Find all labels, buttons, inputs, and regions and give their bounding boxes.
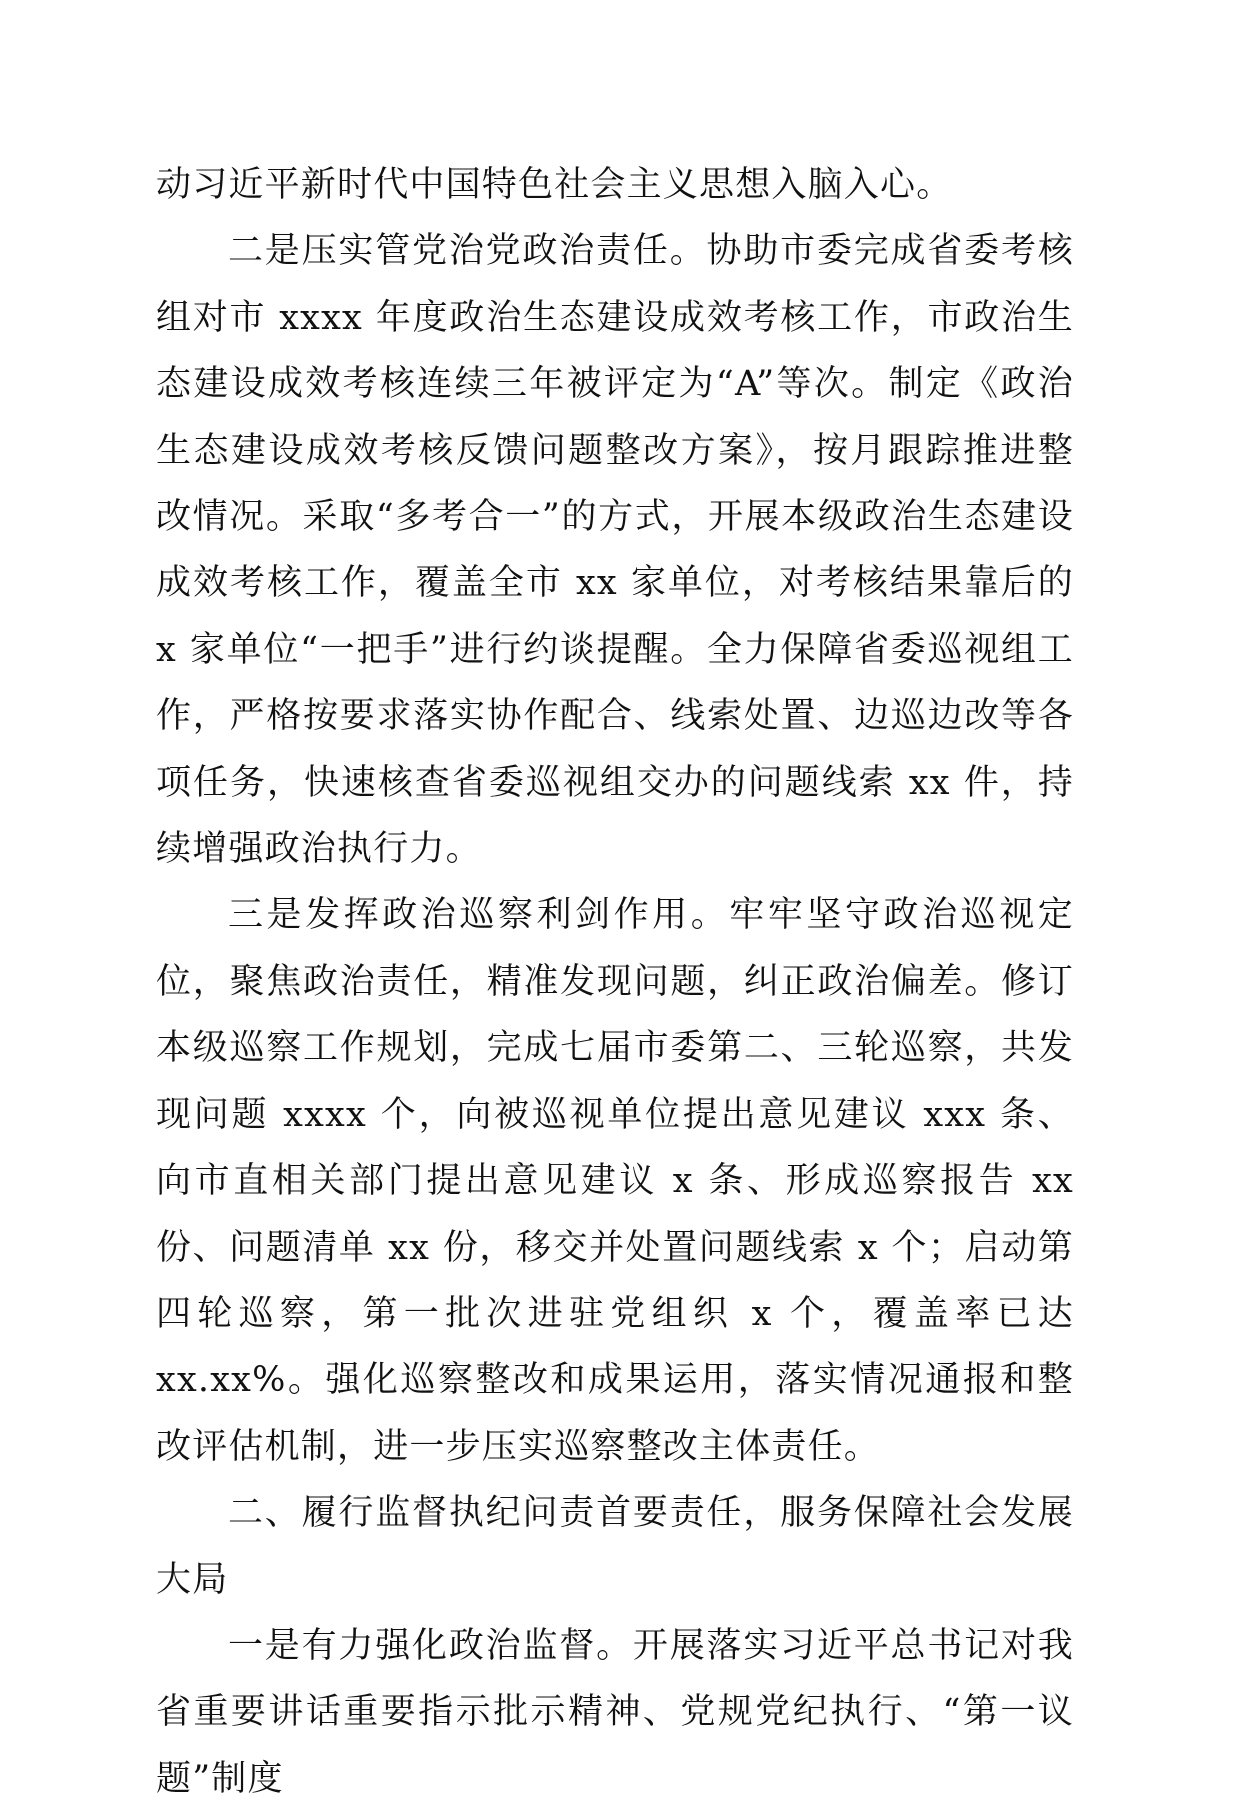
paragraph-inspection-role: 三是发挥政治巡察利剑作用。牢牢坚守政治巡视定位，聚焦政治责任，精准发现问题，纠正政治偏差。修订本级巡察工作规划，完成七届市委第二、三轮巡察，共发现问题 xxxx 个，向被巡视单位提出意见建议 xxx 条、向市直相关部门提出意见建议 x 条、形成巡察报告 xx 份、问题清单 xx 份，移交并处置问题线索 x 个；启动第四轮巡察，第一批次进驻党组织 x 个，覆盖率已达 xx.xx%。强化巡察整改和成果运用，落实情况通报和整改评估机制，进一步压实巡察整改主体责任。 [156,895,1074,1467]
paragraph-continuation: 动习近平新时代中国特色社会主义思想入脑入心。 [156,165,953,205]
document-body [156,152,1074,1812]
section-heading-supervision: 二、履行监督执纪问责首要责任，服务保障社会发展大局 [156,1493,1074,1600]
paragraph-political-responsibility: 二是压实管党治党政治责任。协助市委完成省委考核组对市 xxxx 年度政治生态建设成效考核工作，市政治生态建设成效考核连续三年被评定为“A”等次。制定《政治生态建设成效考核反馈问题整改方案》，按月跟踪推进整改情况。采取“多考合一”的方式，开展本级政治生态建设成效考核工作，覆盖全市 xx 家单位，对考核结果靠后的 x 家单位“一把手”进行约谈提醒。全力保障省委巡视组工作，严格按要求落实协作配合、线索处置、边巡边改等各项任务，快速核查省委巡视组交办的问题线索 xx 件，持续增强政治执行力。 [156,231,1074,870]
paragraph-political-supervision: 一是有力强化政治监督。开展落实习近平总书记对我省重要讲话重要指示批示精神、党规党纪执行、“第一议题”制度 [156,1625,1074,1799]
